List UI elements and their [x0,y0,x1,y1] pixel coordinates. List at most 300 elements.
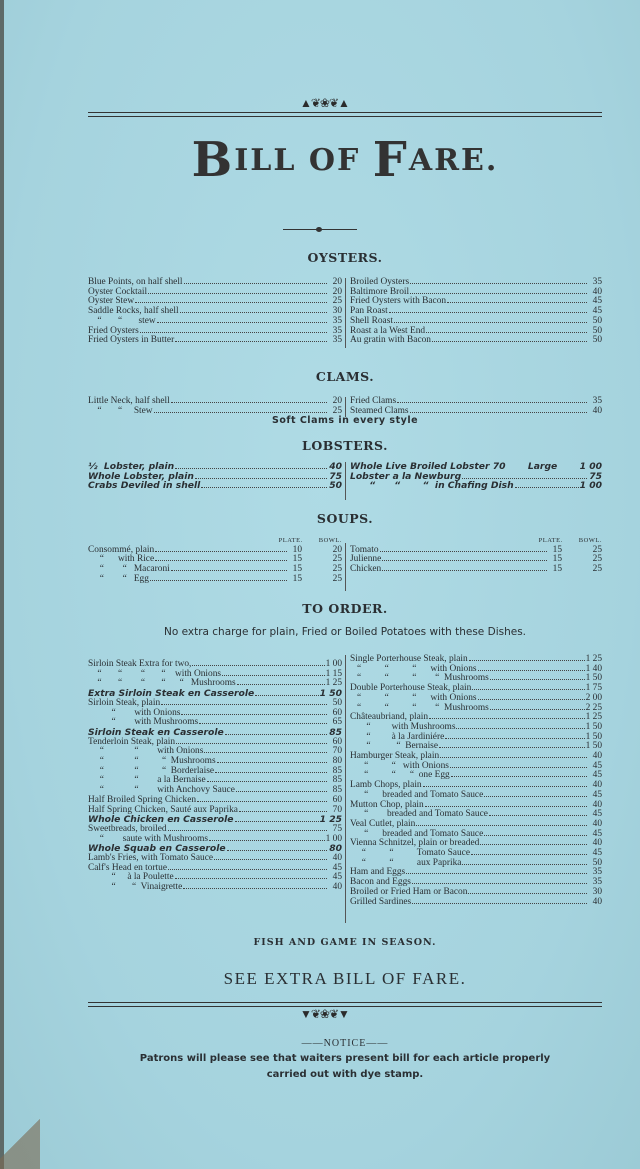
dot-leader [225,734,327,735]
dot-leader [209,840,325,841]
item-price: 35 [592,877,602,888]
item-price: 1 00 [325,833,342,844]
item-price: 45 [332,862,342,873]
column-divider [345,397,346,417]
notice-heading: ——NOTICE—— [301,1038,389,1049]
item-name: Chicken [350,564,382,575]
item-price: 40 [592,286,602,297]
dot-leader [426,332,587,333]
dot-leader [484,796,587,797]
dot-leader [201,487,327,488]
item-name: “ “ Macaroni [88,564,170,575]
item-name: “ “ “ with Onions [350,663,477,674]
dot-leader [217,762,327,763]
item-price: 45 [592,789,602,800]
item-name: Shell Roast [350,315,393,326]
item-name: Tomato [350,544,379,555]
item-name: Extra Sirloin Steak en Casserole [88,688,255,700]
item-name: Consommé, plain [88,544,155,555]
item-name: Baltimore Broil [350,286,410,297]
item-name: “ breaded and Tomato Sauce [350,789,484,800]
item-price: 45 [592,848,602,859]
dot-leader [192,665,324,666]
item-name: “ “ “ “ Mushrooms [350,702,489,713]
dot-leader [237,684,325,685]
item-name: Lamb Chops, plain [350,780,422,791]
dot-leader [410,283,587,284]
dot-leader [469,660,585,661]
item-price: 70 [332,746,342,757]
item-price: 15 [552,564,562,575]
item-price: 15 [552,544,562,555]
item-name: “ “ “ with Onions [350,692,477,703]
item-price: 20 [332,277,342,287]
item-name: Crabs Deviled in shell [88,480,201,492]
item-price: 40 [592,780,602,791]
dot-leader [175,341,327,342]
dot-leader [432,341,587,342]
item-price: 1 25 [585,712,602,723]
dot-leader [389,312,587,313]
item-name: Tenderloin Steak, plain [88,736,176,747]
potatoes-note: No extra charge for plain, Fried or Boiled Potatoes with these Dishes. [163,626,527,638]
dot-leader [197,801,327,802]
item-price: 35 [592,396,602,406]
to-order-left-list [88,660,342,893]
item-name: Double Porterhouse Steak, plain [350,683,472,694]
item-name: Au gratin with Bacon [350,335,431,346]
dot-leader [171,402,327,403]
item-name: “ “ a la Bernaise [88,775,206,786]
item-price: 1 00 [325,659,342,669]
item-price: 1 50 [585,731,602,742]
dot-leader [462,478,587,479]
dot-leader [161,704,327,705]
item-name: “ with Rice [88,554,155,565]
lobsters-right-list [350,462,602,491]
dot-leader [406,873,587,874]
soups-right-header [350,536,602,546]
item-price: 1 50 [585,741,602,752]
dot-leader [183,888,327,889]
bottom-ornament-icon: ▼❦❀❦▼ [300,1007,349,1021]
item-price: 75 [329,470,342,482]
item-price: 1 25 [325,678,342,689]
dot-leader [468,893,587,894]
item-price: 75 [589,470,602,482]
item-price: 15 [552,554,562,565]
notice-line-1: Patrons will please see that waiters present bill for each article properly [139,1053,551,1064]
title-rule-ornament [283,229,357,230]
menu-item [88,336,342,346]
item-name: “ “ stew [88,315,156,326]
item-price: 45 [592,828,602,839]
dot-leader [235,821,319,822]
item-name: Sweetbreads, broiled [88,823,167,834]
item-name: Vienna Schnitzel, plain or breaded [350,838,480,849]
item-name: “ “ Tomato Sauce [350,848,470,859]
item-price: 25 [332,405,342,416]
dot-leader [148,293,327,294]
item-name: Blue Points, on half shell [88,277,183,287]
menu-item [350,898,602,908]
item-price: 10 [292,544,302,555]
dot-leader [445,738,584,739]
item-name: Sirloin Steak, plain [88,697,161,708]
item-price: 50 [332,697,342,708]
notice-line-2: carried out with dye stamp. [266,1069,424,1080]
item-name: “ saute with Mushrooms [88,833,209,844]
dot-leader [181,714,327,715]
item-price: 30 [332,306,342,317]
item-price: 30 [592,886,602,897]
dot-leader [140,332,327,333]
dot-leader [423,786,587,787]
item-name: “ “ aux Paprika [350,857,462,868]
item-name: Julienne [350,554,382,565]
dot-leader [490,709,585,710]
item-price: 85 [332,765,342,776]
dot-leader [416,825,587,826]
item-price: 75 [332,823,342,834]
top-double-rule [88,112,602,117]
item-bowl-price: 25 [592,564,602,575]
item-name: Oyster Stew [88,296,135,307]
item-price: 20 [332,286,342,297]
item-price: 15 [292,554,302,565]
item-price: 50 [329,480,342,492]
item-name: Bacon and Eggs [350,877,411,888]
item-name: Broiled Oysters [350,277,410,287]
menu-item [350,336,602,346]
to-order-right-list [350,655,602,907]
item-name: “ with Onions [88,707,181,718]
dot-leader [236,791,327,792]
title-word: OF [308,143,361,178]
dot-leader [462,864,587,865]
item-bowl-price: 25 [592,544,602,555]
item-name: Whole Squab en Casserole [88,843,226,855]
dot-leader [439,747,585,748]
item-price: 50 [592,325,602,336]
item-name: Sirloin Steak Extra for two, [88,659,192,669]
item-bowl-price: 25 [592,554,602,565]
item-bowl-price: 25 [332,564,342,575]
item-price: 40 [592,818,602,829]
to-order-heading: TO ORDER. [302,601,388,616]
item-price: 40 [592,751,602,762]
soups-heading: SOUPS. [316,511,374,526]
dot-leader [397,402,587,403]
dot-leader [222,675,325,676]
item-name: “ “ Stew [88,405,153,416]
item-name: Grilled Sardines [350,896,412,907]
item-price: 80 [329,843,342,855]
item-price: 25 [332,296,342,307]
item-price: 1 50 [585,673,602,684]
menu-item [350,546,602,556]
dot-leader [207,781,327,782]
item-price: 35 [332,335,342,346]
item-name: Whole Chicken en Casserole [88,814,234,826]
item-price: 45 [592,809,602,820]
column-divider [345,543,346,591]
page-edge [0,0,4,1169]
dot-leader [429,718,584,719]
oysters-right-list [350,278,602,346]
item-price: 45 [592,296,602,307]
plate-label: PLATE. [538,537,563,544]
lobsters-left-list [88,462,342,491]
dot-leader [382,560,547,561]
item-name: Broiled or Fried Ham or Bacon [350,886,468,897]
dot-leader [199,723,327,724]
dot-leader [480,844,587,845]
item-price: 1 15 [325,668,342,679]
item-price: 40 [329,461,342,472]
item-name: “ “ “ one Egg [350,770,450,781]
item-price: 85 [332,785,342,796]
column-divider [345,655,346,923]
item-name: Hamburger Steak, plain [350,751,440,762]
dot-leader [412,883,587,884]
clams-heading: CLAMS. [315,369,375,384]
menu-item [350,565,602,575]
item-name: “ with Mushrooms [350,721,456,732]
item-name: Ham and Eggs [350,867,406,878]
item-name: Steamed Clams [350,405,409,416]
menu-item [350,555,602,565]
item-price: 35 [592,867,602,878]
item-name: “ “ “ in Chafing Dish [350,480,514,492]
item-price: 45 [592,760,602,771]
dot-leader [176,743,327,744]
item-name: “ à la Jardiniére [350,731,445,742]
dot-leader [410,412,587,413]
item-name: Sirloin Steak en Casserole [88,726,224,738]
dot-leader [456,728,584,729]
item-name: Half Broiled Spring Chicken [88,794,197,805]
item-name: Saddle Rocks, half shell [88,306,179,317]
dot-leader [214,859,327,860]
torn-corner [0,1109,40,1169]
oysters-heading: OYSTERS. [307,250,383,265]
dot-leader [478,699,585,700]
item-price: 1 00 [579,461,602,472]
dot-leader [484,835,587,836]
dot-leader [175,878,327,879]
dot-leader [255,695,318,696]
item-price: 60 [332,736,342,747]
item-name: “ “ “ “ “ Mushrooms [88,678,236,689]
item-price: 40 [332,882,342,893]
dot-leader [450,767,587,768]
item-price: 20 [332,396,342,406]
item-name: “ “ Bernaise [350,741,438,752]
item-name: Roast a la West End [350,325,426,336]
item-price: 70 [332,804,342,815]
item-price: 85 [329,726,342,738]
dot-leader [489,815,587,816]
menu-item [88,883,342,893]
oysters-left-list [88,278,342,346]
item-bowl-price: 25 [332,573,342,584]
item-name: “ “ with Onions [350,760,449,771]
dot-leader [382,570,547,571]
item-price: 1 50 [585,721,602,732]
item-name: Fried Clams [350,396,397,406]
item-price: 40 [592,838,602,849]
item-name: Fried Oysters with Bacon [350,296,447,307]
item-price: 45 [592,306,602,317]
item-name: Little Neck, half shell [88,396,170,406]
item-price: 40 [332,853,342,864]
item-name: Mutton Chop, plain [350,799,424,810]
lobsters-heading: LOBSTERS. [302,438,388,453]
item-price: 35 [592,277,602,287]
item-price: 60 [332,794,342,805]
item-bowl-price: 20 [332,544,342,555]
dot-leader [478,670,585,671]
item-price: 60 [332,707,342,718]
item-name: Lobster a la Newburg [350,470,462,482]
item-name: Châteaubriand, plain [350,712,429,723]
item-price: 50 [592,857,602,868]
item-name: Whole Lobster, plain [88,470,194,482]
title-word: BILL [191,132,297,188]
item-price: 85 [332,775,342,786]
item-price: 1 40 [585,663,602,674]
item-name: “ with Mushrooms [88,717,199,728]
item-price: 1 50 [319,688,342,700]
item-price: 45 [332,872,342,883]
item-price: 50 [592,315,602,326]
item-price: 2 25 [585,702,602,713]
item-price: 50 [592,335,602,346]
item-name: “ “ “ Borderlaise [88,765,215,776]
dot-leader [157,322,327,323]
dot-leader [412,903,587,904]
dot-leader [471,854,587,855]
dot-leader [171,570,287,571]
item-name: Fried Oysters in Butter [88,335,175,346]
plate-label: PLATE. [278,537,303,544]
item-price: 1 25 [585,654,602,664]
dot-leader [394,322,587,323]
clams-right-list [350,397,602,416]
item-price: 1 75 [585,683,602,694]
item-price: 35 [332,325,342,336]
item-price: 65 [332,717,342,728]
item-price: 35 [332,315,342,326]
item-name: “ “ Egg [88,573,149,584]
dot-leader [204,752,327,753]
dot-leader [155,551,287,552]
dot-leader [410,293,587,294]
item-name: “ “ “ Mushrooms [88,756,216,767]
item-name: “ “ Vinaigrette [88,882,183,893]
top-ornament-icon: ▲❦❀❦▲ [300,96,349,110]
item-name: “ “ with Onions [88,746,204,757]
dot-leader [180,312,327,313]
item-name: “ “ “ “ Mushrooms [350,673,489,684]
item-name: Calf's Head en tortue [88,862,168,873]
item-name: ½ Lobster, plain [88,461,175,472]
column-divider [345,278,346,348]
item-price: 2 00 [585,692,602,703]
item-name: Lamb's Fries, with Tomato Sauce [88,853,214,864]
item-name: “ à la Poulette [88,872,174,883]
dot-leader [380,551,547,552]
item-price: 1 00 [579,480,602,492]
soups-left-list [88,536,342,585]
dot-leader [195,478,327,479]
bowl-label: BOWL. [318,537,342,544]
title-word: FARE. [372,132,499,188]
item-name: Fried Oysters [88,325,139,336]
dot-leader [227,850,327,851]
dot-leader [490,679,585,680]
dot-leader [472,689,584,690]
soft-clams-note: Soft Clams in every style [271,415,419,426]
item-name: Pan Roast [350,306,388,317]
dot-leader [168,830,327,831]
item-name: Whole Live Broiled Lobster 70 Large [350,461,558,472]
item-price: 80 [332,756,342,767]
see-extra-note: SEE EXTRA BILL OF FARE. [223,969,467,988]
item-name: Single Porterhouse Steak, plain [350,654,468,664]
item-name: “ breaded and Tomato Sauce [350,828,484,839]
dot-leader [451,776,587,777]
item-price: 40 [592,799,602,810]
bill-of-fare-title [88,132,602,188]
dot-leader [168,869,327,870]
dot-leader [135,302,327,303]
dot-leader [515,487,579,488]
item-price: 45 [592,770,602,781]
item-name: Oyster Cocktail [88,286,148,297]
dot-leader [155,560,287,561]
item-name: “ “ “ “ with Onions [88,668,222,679]
dot-leader [440,757,587,758]
item-name: “ “ with Anchovy Sauce [88,785,235,796]
menu-item [88,575,342,585]
dot-leader [215,772,327,773]
item-price: 15 [292,573,302,584]
item-price: 40 [592,896,602,907]
fish-game-note: FISH AND GAME IN SEASON. [253,937,437,948]
item-name: Veal Cutlet, plain [350,818,416,829]
dot-leader [447,302,587,303]
column-divider [345,462,346,500]
item-name: “ breaded and Tomato Sauce [350,809,488,820]
clams-left-list [88,397,342,416]
item-price: 1 25 [319,814,342,826]
item-name: Half Spring Chicken, Sauté aux Paprika [88,804,238,815]
dot-leader [184,283,327,284]
dot-leader [239,811,327,812]
dot-leader [154,412,327,413]
dot-leader [150,580,287,581]
menu-item [350,481,602,491]
item-bowl-price: 25 [332,554,342,565]
menu-item [88,481,342,491]
soups-right-list [350,536,602,575]
dot-leader [175,468,327,469]
dot-leader [425,806,587,807]
bowl-label: BOWL. [578,537,602,544]
item-price: 40 [592,405,602,416]
